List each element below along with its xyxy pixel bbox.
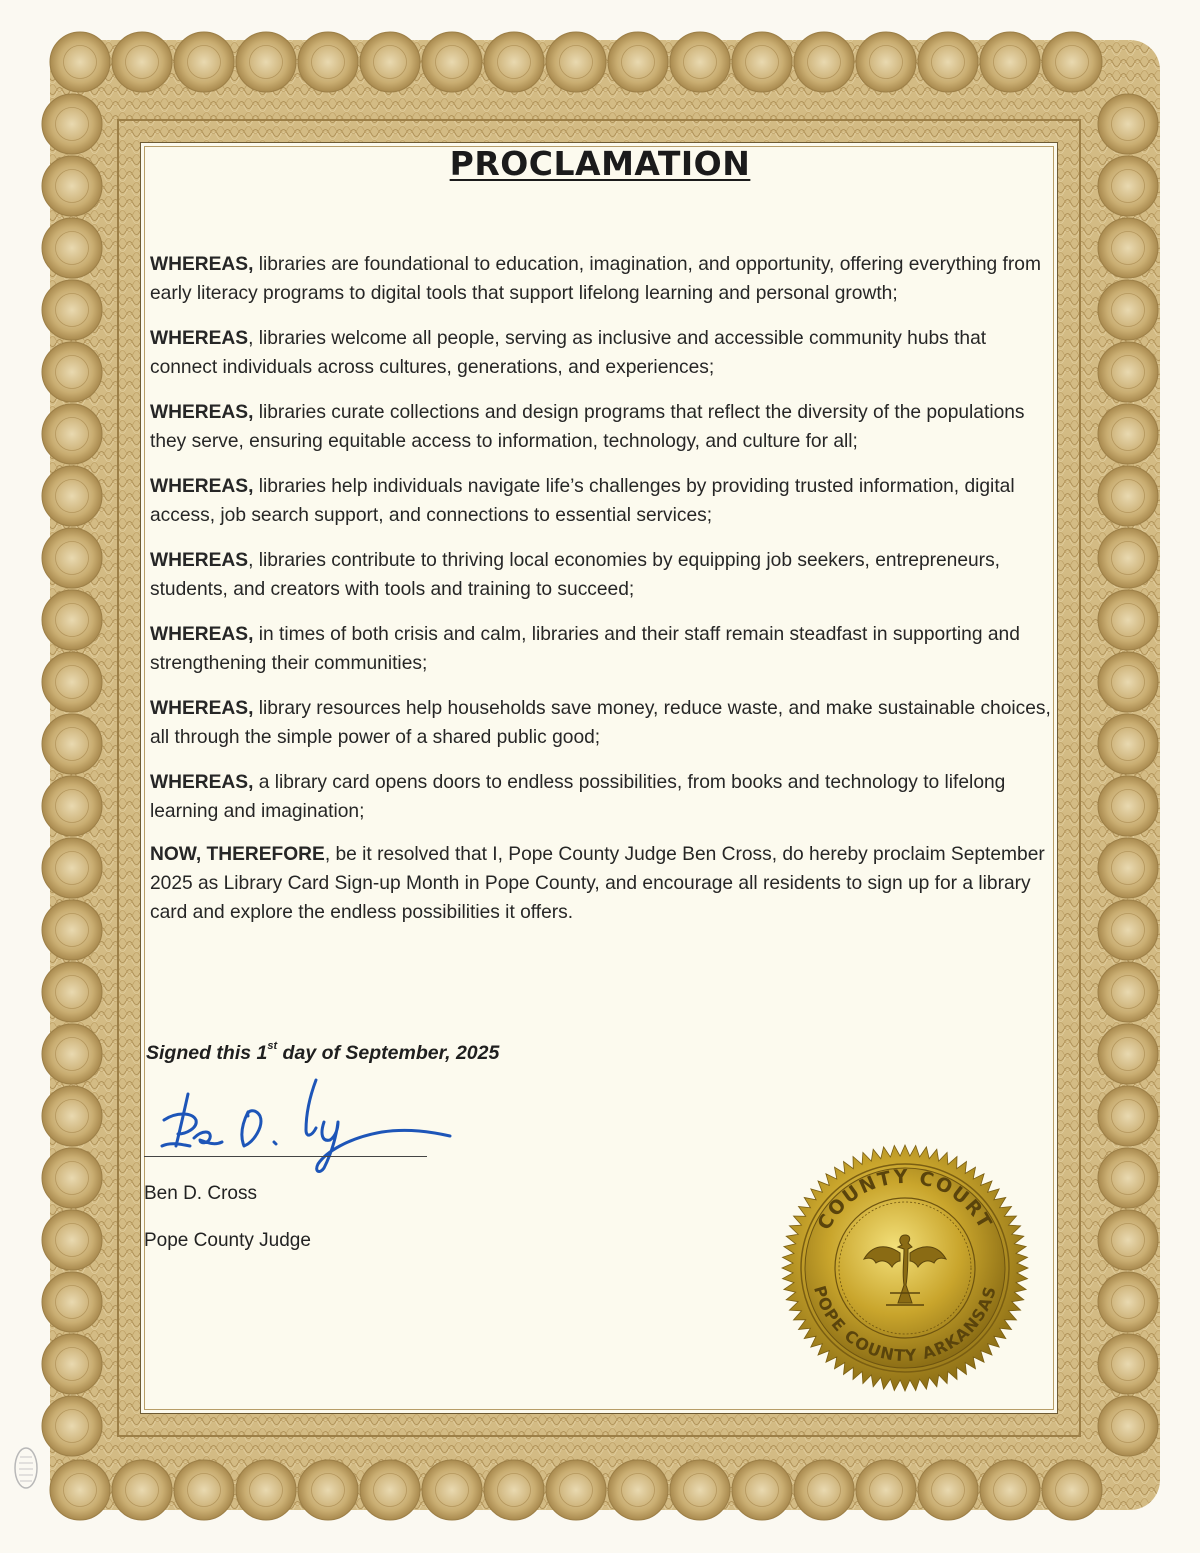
whereas-paragraph — [150, 472, 1055, 530]
border-scallop — [546, 1460, 606, 1520]
border-scallop — [42, 714, 102, 774]
border-scallop — [236, 32, 296, 92]
border-scallop — [42, 900, 102, 960]
border-scallop — [1098, 528, 1158, 588]
whereas-paragraph — [150, 546, 1055, 604]
border-scallop — [1042, 1460, 1102, 1520]
border-scallop — [42, 1148, 102, 1208]
handwritten-signature — [150, 1072, 470, 1182]
whereas-paragraph — [150, 250, 1055, 308]
border-scallop — [670, 32, 730, 92]
border-scallop — [732, 1460, 792, 1520]
paragraph-text: libraries help individuals navigate life’s challenges by providing trusted information, digital access, job search support, and connections to essential services; — [150, 476, 1015, 526]
border-scallop — [1098, 590, 1158, 650]
border-scallop — [484, 1460, 544, 1520]
whereas-paragraph — [150, 324, 1055, 382]
border-scallop — [174, 1460, 234, 1520]
border-scallop — [42, 342, 102, 402]
border-scallop — [1098, 218, 1158, 278]
punch-hole-mark — [12, 1443, 40, 1493]
border-scallop — [42, 1334, 102, 1394]
border-scallop — [1098, 1024, 1158, 1084]
paragraph-lead: WHEREAS — [150, 550, 249, 571]
border-scallop — [1098, 280, 1158, 340]
border-scallop — [1098, 1086, 1158, 1146]
border-scallop — [918, 1460, 978, 1520]
signer-title: Pope County Judge — [144, 1230, 311, 1251]
border-scallop — [1098, 1148, 1158, 1208]
paragraph-text: , libraries contribute to thriving local economies by equipping job seekers, entrepreneurs, students, and creators with tools and training to succeed; — [150, 550, 1000, 600]
border-scallop — [856, 1460, 916, 1520]
border-scallop — [42, 590, 102, 650]
border-scallop — [1098, 342, 1158, 402]
paragraph-text: libraries curate collections and design programs that reflect the diversity of the populations they serve, ensuring equitable access to information, technology, and culture for all; — [150, 402, 1025, 452]
border-scallop — [732, 32, 792, 92]
whereas-paragraph — [150, 398, 1055, 456]
border-scallop — [1098, 776, 1158, 836]
paragraph-text: , be it resolved that I, Pope County Judge Ben Cross, do hereby proclaim September 2025 as Library Card Sign-up Month in Pope County, and encourage all residents to sign up for a library card and explore the endless possibilities it offers. — [150, 844, 1045, 923]
border-scallop — [112, 1460, 172, 1520]
signer-name: Ben D. Cross — [144, 1183, 257, 1204]
border-scallop — [422, 32, 482, 92]
paragraph-lead: WHEREAS, — [150, 254, 254, 275]
whereas-paragraph — [150, 694, 1055, 752]
border-scallop — [1098, 466, 1158, 526]
border-scallop — [298, 1460, 358, 1520]
signed-after: day of September, 2025 — [277, 1042, 500, 1064]
paragraph-text: a library card opens doors to endless possibilities, from books and technology to lifelong learning and imagination; — [150, 772, 1006, 822]
border-scallop — [112, 32, 172, 92]
border-scallop — [422, 1460, 482, 1520]
whereas-paragraph — [150, 768, 1055, 826]
border-scallop — [670, 1460, 730, 1520]
paragraph-lead: NOW, THEREFORE — [150, 844, 325, 865]
border-scallop — [546, 32, 606, 92]
border-scallop — [360, 32, 420, 92]
border-scallop — [856, 32, 916, 92]
signed-ordinal: st — [267, 1040, 278, 1052]
whereas-paragraph — [150, 620, 1055, 678]
border-scallop — [50, 32, 110, 92]
border-scallop — [360, 1460, 420, 1520]
paragraph-text: in times of both crisis and calm, libraries and their staff remain steadfast in supporting and strengthening their communities; — [150, 624, 1020, 674]
border-scallop — [42, 962, 102, 1022]
border-scallop — [794, 1460, 854, 1520]
signed-before: Signed this 1 — [146, 1042, 268, 1064]
border-scallop — [42, 652, 102, 712]
seal-bottom-text: POPE COUNTY ARKANSAS — [810, 1283, 1000, 1366]
resolution-paragraph — [150, 840, 1055, 927]
title-text: PROCLAMATION — [449, 144, 751, 183]
border-scallop — [1098, 1334, 1158, 1394]
page-title — [0, 144, 1200, 183]
border-scallop — [174, 32, 234, 92]
border-scallop — [608, 32, 668, 92]
border-scallop — [298, 32, 358, 92]
paragraph-text: , libraries welcome all people, serving as inclusive and accessible community hubs that connect individuals across cultures, generations, and experiences; — [150, 328, 987, 378]
border-scallop — [50, 1460, 110, 1520]
paragraph-text: libraries are foundational to education, imagination, and opportunity, offering everything from early literacy programs to digital tools that support lifelong learning and personal growth; — [150, 254, 1041, 304]
border-scallop — [1098, 1272, 1158, 1332]
border-scallop — [608, 1460, 668, 1520]
proclamation-body — [150, 250, 1055, 943]
border-scallop — [1098, 962, 1158, 1022]
signed-date — [146, 1042, 499, 1065]
county-court-seal — [780, 1143, 1030, 1393]
border-scallop — [42, 528, 102, 588]
border-scallop — [42, 776, 102, 836]
border-scallop — [42, 1024, 102, 1084]
border-scallop — [42, 1210, 102, 1270]
paragraph-lead: WHEREAS, — [150, 476, 254, 497]
border-scallop — [42, 1086, 102, 1146]
border-scallop — [42, 1396, 102, 1456]
seal-top-text: COUNTY COURT — [813, 1165, 997, 1234]
border-scallop — [236, 1460, 296, 1520]
border-scallop — [42, 838, 102, 898]
border-scallop — [1098, 1396, 1158, 1456]
paragraph-lead: WHEREAS, — [150, 402, 254, 423]
border-scallop — [918, 32, 978, 92]
border-scallop — [1098, 652, 1158, 712]
border-scallop — [1098, 900, 1158, 960]
border-scallop — [484, 32, 544, 92]
paragraph-lead: WHEREAS — [150, 328, 249, 349]
paragraph-lead: WHEREAS, — [150, 698, 254, 719]
paragraph-lead: WHEREAS, — [150, 772, 254, 793]
border-scallop — [980, 1460, 1040, 1520]
border-scallop — [1042, 32, 1102, 92]
border-scallop — [1098, 1210, 1158, 1270]
border-scallop — [794, 32, 854, 92]
border-scallop — [42, 404, 102, 464]
border-scallop — [42, 466, 102, 526]
border-scallop — [42, 280, 102, 340]
border-scallop — [1098, 404, 1158, 464]
border-scallop — [1098, 838, 1158, 898]
border-scallop — [1098, 714, 1158, 774]
signature-line — [144, 1156, 427, 1157]
paragraph-lead: WHEREAS, — [150, 624, 254, 645]
border-scallop — [42, 1272, 102, 1332]
paragraph-text: library resources help households save money, reduce waste, and make sustainable choices, all through the simple power of a shared public good; — [150, 698, 1051, 748]
border-scallop — [42, 218, 102, 278]
border-scallop — [980, 32, 1040, 92]
